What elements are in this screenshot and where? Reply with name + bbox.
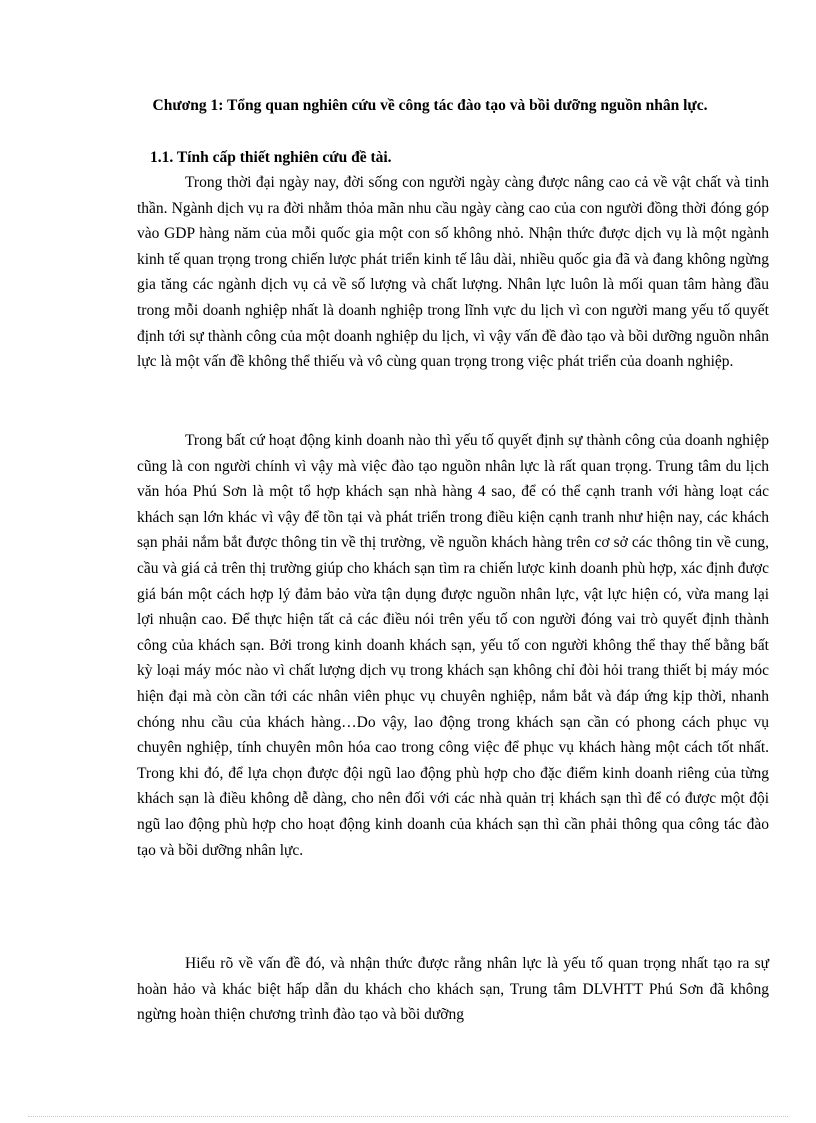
chapter-title: Chương 1: Tổng quan nghiên cứu về công tác đào tạo và bồi dưỡng nguồn nhân lực.	[152, 97, 708, 114]
section-heading: 1.1. Tính cấp thiết nghiên cứu đề tài.	[150, 149, 392, 166]
paragraph-1: Trong thời đại ngày nay, đời sống con người ngày càng được nâng cao cả về vật chất và tinh thần. Ngành dịch vụ ra đời nhằm thỏa mãn nhu cầu ngày càng cao của con người đồng thời đóng góp vào GDP hàng năm của mỗi quốc gia một con số không nhỏ. Nhận thức được dịch vụ là một ngành kinh tế quan trọng trong chiến lược phát triển kinh tế lâu dài, nhiều quốc gia đã và đang không ngừng gia tăng các ngành dịch vụ cả về số lượng và chất lượng. Nhân lực luôn là mối quan tâm hàng đầu trong mỗi doanh nghiệp nhất là doanh nghiệp trong lĩnh vực du lịch vì con người mang yếu tố quyết định tới sự thành công của một doanh nghiệp du lịch, vì vậy vấn đề đào tạo và bồi dưỡng nguồn nhân lực là một vấn đề không thể thiếu và vô cùng quan trọng trong việc phát triển của doanh nghiệp.	[137, 174, 769, 371]
paragraph-2: Trong bất cứ hoạt động kinh doanh nào thì yếu tố quyết định sự thành công của doanh nghiệp cũng là con người chính vì vậy mà việc đào tạo nguồn nhân lực là rất quan trọng. Trung tâm du lịch văn hóa Phú Sơn là một tổ hợp khách sạn nhà hàng 4 sao, để có thể cạnh tranh với hàng loạt các khách sạn lớn khác vì vậy để tồn tại và phát triển trong điều kiện cạnh tranh như hiện nay, các khách sạn phải nắm bắt được thông tin về thị trường, về nguồn khách hàng trên cơ sở các thông tin về cung, cầu và giá cả trên thị trường giúp cho khách sạn tìm ra chiến lược kinh doanh phù hợp, xác định được giá bán một cách hợp lý đảm bảo vừa tận dụng được nguồn nhân lực, vật lực hiện có, vừa mang lại lợi nhuận cao. Để thực hiện tất cả các điều nói trên yếu tố con người đóng vai trò quyết định thành công của khách sạn. Bởi trong kinh doanh khách sạn, yếu tố con người không thể thay thế bằng bất kỳ loại máy móc nào vì chất lượng dịch vụ trong khách sạn không chỉ đòi hỏi trang thiết bị máy móc hiện đại mà còn cần tới các nhân viên phục vụ chuyên nghiệp, nắm bắt và đáp ứng kịp thời, nhanh chóng nhu cầu của khách hàng…Do vậy, lao động trong khách sạn cần có phong cách phục vụ chuyên nghiệp, tính chuyên môn hóa cao trong công việc để phục vụ khách hàng một cách tốt nhất. Trong khi đó, để lựa chọn được đội ngũ lao động phù hợp cho đặc điểm kinh doanh riêng của từng khách sạn là điều không dễ dàng, cho nên đối với các nhà quản trị khách sạn thì để có được một đội ngũ lao động phù hợp cho hoạt động kinh doanh của khách sạn thì cần phải thông qua công tác đào tạo và bồi dưỡng nhân lực.	[137, 432, 769, 859]
paragraph-3: Hiểu rõ về vấn đề đó, và nhận thức được rằng nhân lực là yếu tố quan trọng nhất tạo ra sự hoàn hảo và khác biệt hấp dẫn du khách cho khách sạn, Trung tâm DLVHTT Phú Sơn đã không ngừng hoàn thiện chương trình đào tạo và bồi dưỡng	[137, 955, 769, 1024]
page-bottom-divider	[28, 1116, 788, 1117]
